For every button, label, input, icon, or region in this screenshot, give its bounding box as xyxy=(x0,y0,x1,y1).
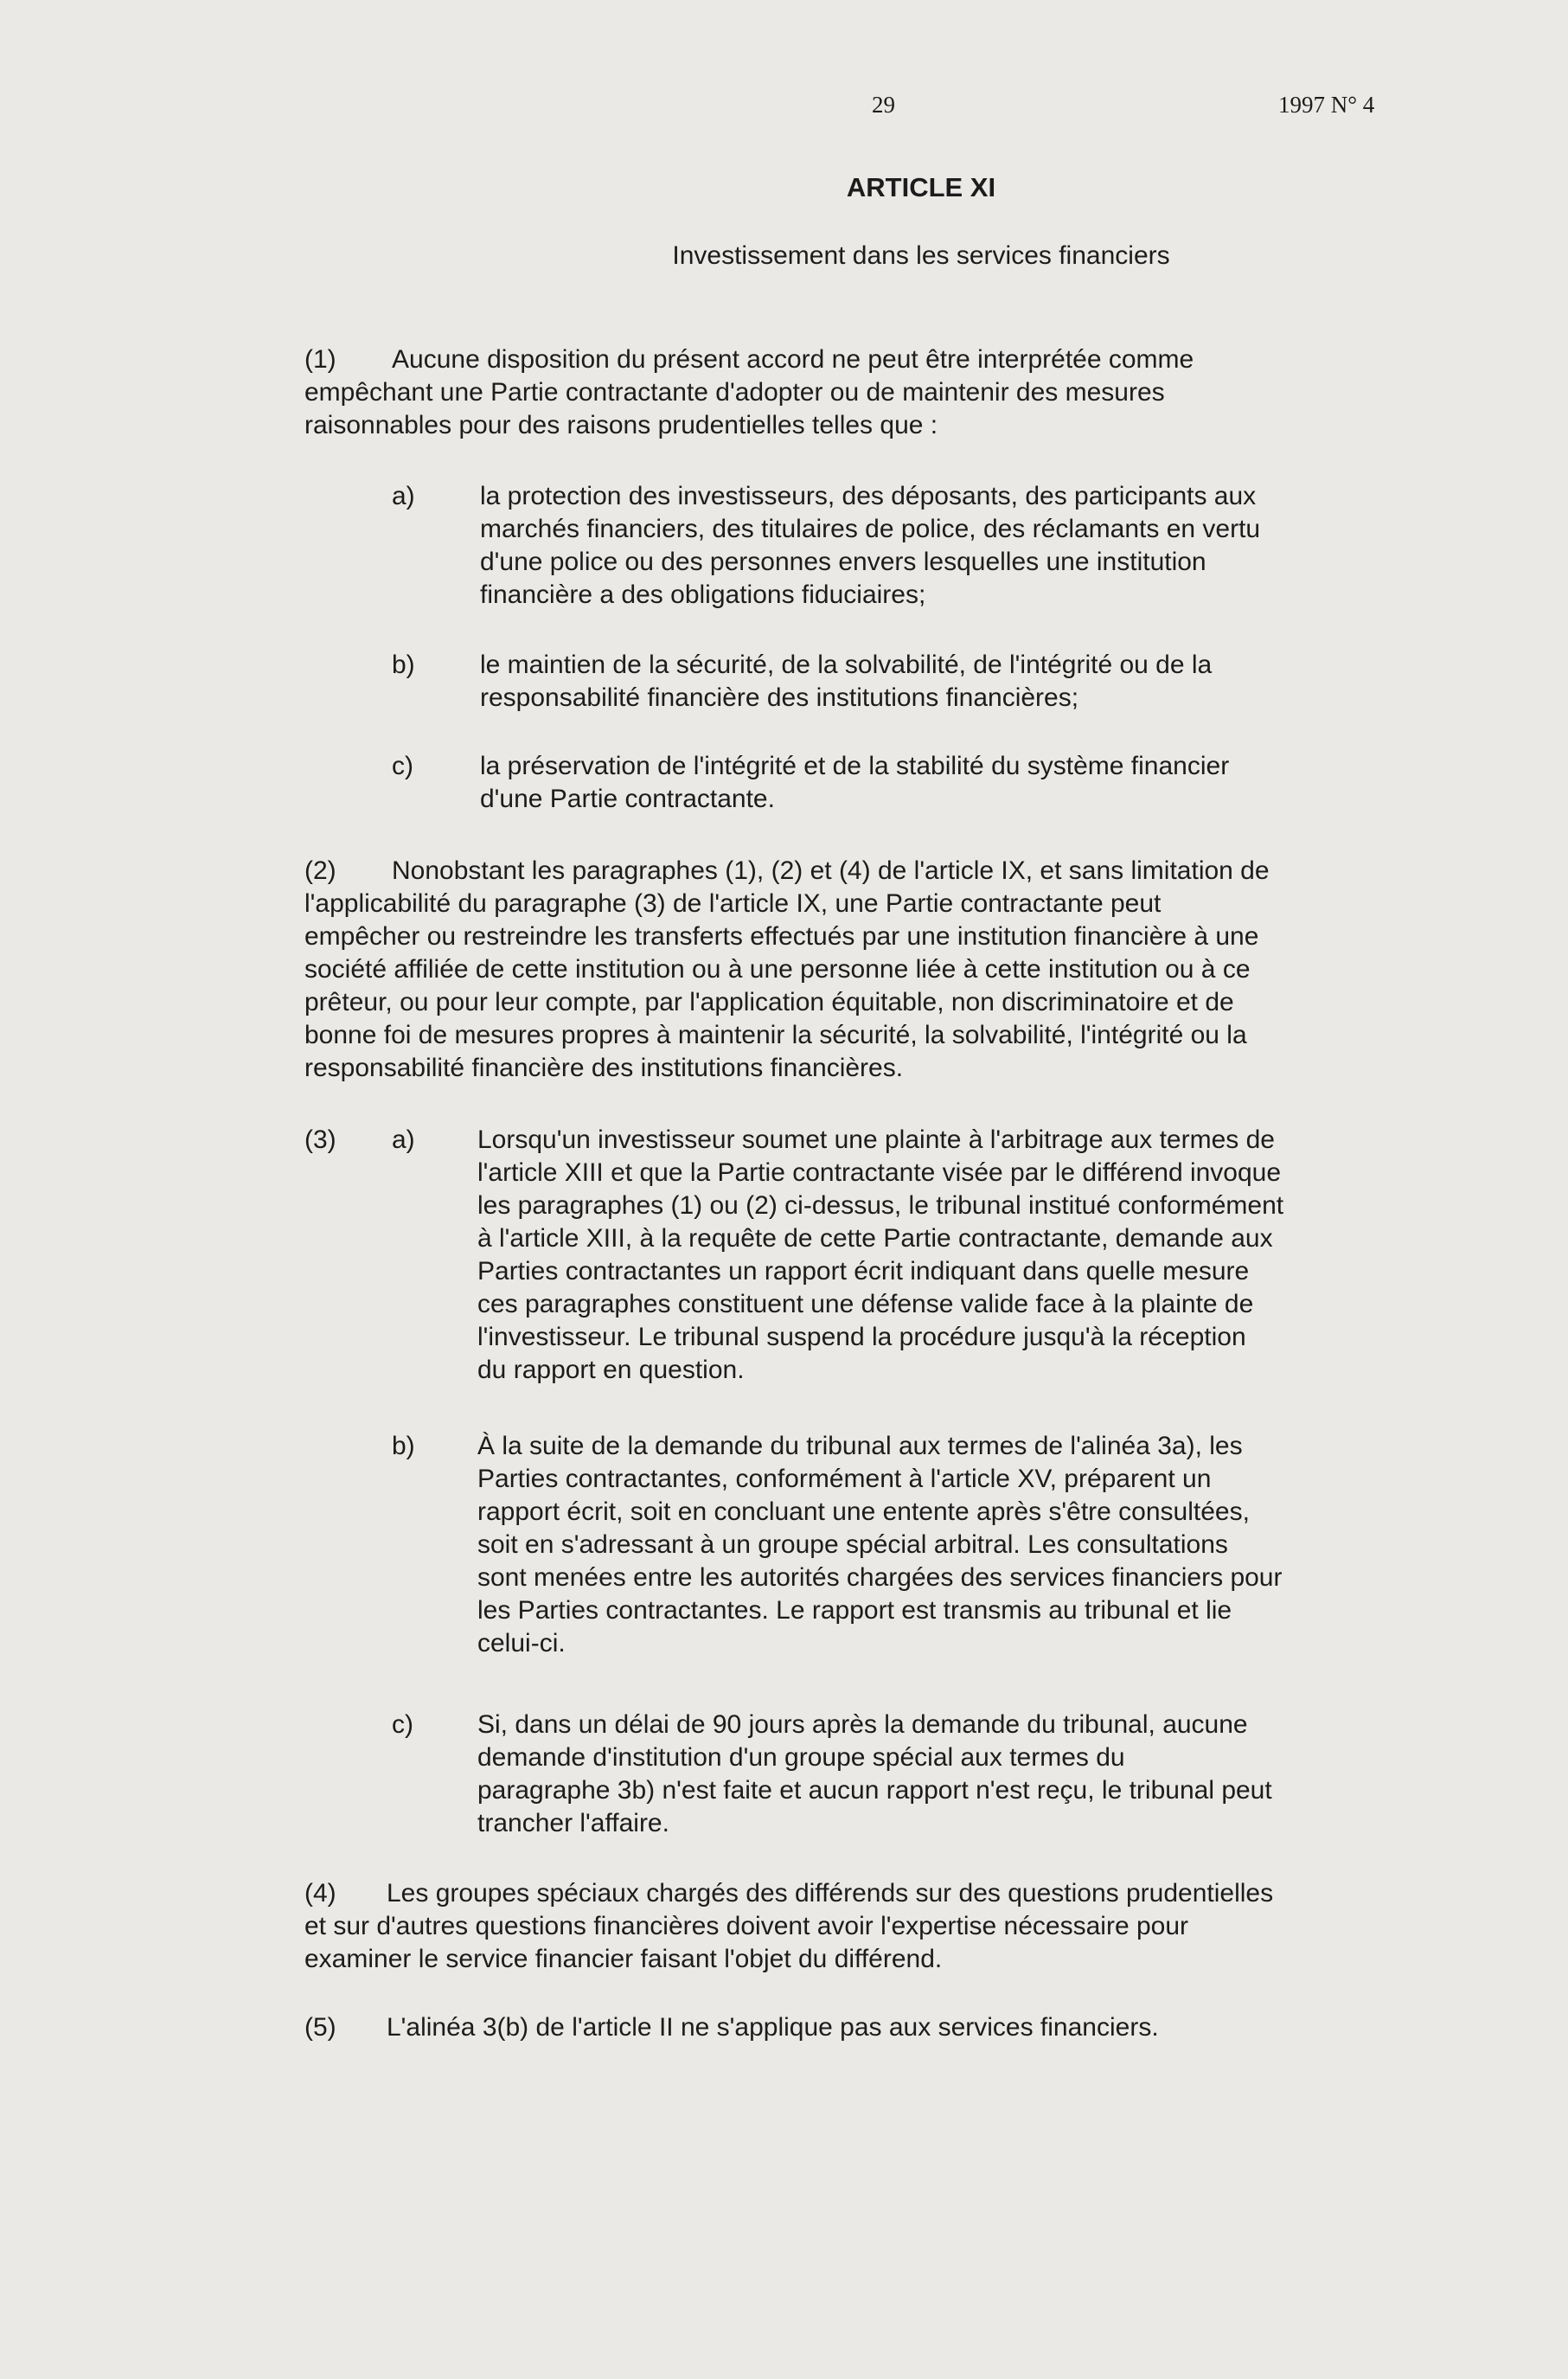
item-line: d'une police ou des personnes envers lesquelles une institution xyxy=(480,548,1206,576)
item-line: celui-ci. xyxy=(477,1629,566,1658)
item-line: le maintien de la sécurité, de la solvabilité, de l'intégrité ou de la xyxy=(480,651,1213,679)
item-line: l'article XIII et que la Partie contractante visée par le différend invoque xyxy=(477,1158,1282,1187)
item-line: Si, dans un délai de 90 jours après la demande du tribunal, aucune xyxy=(477,1710,1248,1739)
item-line: Parties contractantes, conformément à l'article XV, préparent un xyxy=(477,1465,1212,1493)
item-line: soit en s'adressant à un groupe spécial arbitral. Les consultations xyxy=(477,1530,1228,1559)
item-line: d'une Partie contractante. xyxy=(480,785,775,813)
paragraph-1-item-b-label: b) xyxy=(392,651,415,679)
item-line: la préservation de l'intégrité et de la stabilité du système financier xyxy=(480,752,1230,780)
item-line: ces paragraphes constituent une défense valide face à la plainte de xyxy=(477,1290,1254,1318)
paragraph-1-item-a-label: a) xyxy=(392,482,415,510)
paragraph-5-line: L'alinéa 3(b) de l'article II ne s'applique pas aux services financiers. xyxy=(387,2013,1159,2042)
paragraph-3-item-b-text xyxy=(477,1430,1463,1660)
item-line: du rapport en question. xyxy=(477,1356,745,1384)
paragraph-2-text xyxy=(304,855,1468,1085)
paragraph-4-number: (4) xyxy=(304,1879,336,1908)
item-line: Lorsqu'un investisseur soumet une plainte à l'arbitrage aux termes de xyxy=(477,1125,1275,1154)
paragraph-2-line: bonne foi de mesures propres à maintenir la sécurité, la solvabilité, l'intégrité ou la xyxy=(304,1021,1247,1049)
paragraph-5-number: (5) xyxy=(304,2013,336,2042)
item-line: responsabilité financière des institutions financières; xyxy=(480,683,1079,712)
paragraph-1-number: (1) xyxy=(304,345,336,374)
paragraph-2-line: société affiliée de cette institution ou à une personne liée à cette institution ou à ce xyxy=(304,955,1251,984)
paragraph-3-number: (3) xyxy=(304,1125,336,1154)
paragraph-5-text xyxy=(304,2011,1468,2044)
item-line: les Parties contractantes. Le rapport est transmis au tribunal et lie xyxy=(477,1596,1232,1625)
paragraph-1-item-c-text xyxy=(480,750,1457,816)
item-line: Parties contractantes un rapport écrit indiquant dans quelle mesure xyxy=(477,1257,1250,1286)
paragraph-4-line: Les groupes spéciaux chargés des différends sur des questions prudentielles xyxy=(387,1879,1274,1908)
paragraph-2-line: prêteur, ou pour leur compte, par l'application équitable, non discriminatoire et de xyxy=(304,988,1234,1016)
item-line: l'investisseur. Le tribunal suspend la procédure jusqu'à la réception xyxy=(477,1323,1246,1351)
item-line: rapport écrit, soit en concluant une entente après s'être consultées, xyxy=(477,1497,1250,1526)
item-line: la protection des investisseurs, des déposants, des participants aux xyxy=(480,482,1257,510)
item-line: À la suite de la demande du tribunal aux termes de l'alinéa 3a), les xyxy=(477,1432,1243,1460)
paragraph-3-item-a-text xyxy=(477,1124,1463,1387)
paragraph-2-line: Nonobstant les paragraphes (1), (2) et (4) de l'article IX, et sans limitation de xyxy=(392,856,1270,885)
paragraph-1-item-b-text xyxy=(480,649,1457,715)
item-line: trancher l'affaire. xyxy=(477,1809,669,1837)
paragraph-3-item-a-label: a) xyxy=(392,1125,415,1154)
item-line: marchés financiers, des titulaires de police, des réclamants en vertu xyxy=(480,515,1261,543)
paragraph-1-line: Aucune disposition du présent accord ne peut être interprétée comme xyxy=(392,345,1194,374)
paragraph-3-item-c-text xyxy=(477,1709,1463,1840)
paragraph-3-item-b-label: b) xyxy=(392,1432,415,1460)
item-line: sont menées entre les autorités chargées des services financiers pour xyxy=(477,1563,1283,1592)
paragraph-2-line: empêcher ou restreindre les transferts effectués par une institution financière à une xyxy=(304,922,1259,951)
item-line: à l'article XIII, à la requête de cette Partie contractante, demande aux xyxy=(477,1224,1273,1253)
paragraph-1-item-a-text xyxy=(480,480,1457,612)
issue-number: 1997 N° 4 xyxy=(1278,92,1375,118)
paragraph-2-line: responsabilité financière des institutions financières. xyxy=(304,1054,904,1082)
paragraph-2-line: l'applicabilité du paragraphe (3) de l'article IX, une Partie contractante peut xyxy=(304,889,1162,918)
paragraph-1-item-c-label: c) xyxy=(392,752,413,780)
paragraph-4-line: et sur d'autres questions financières doivent avoir l'expertise nécessaire pour xyxy=(304,1912,1189,1940)
paragraph-1-line: empêchant une Partie contractante d'adopter ou de maintenir des mesures xyxy=(304,378,1165,407)
item-line: paragraphe 3b) n'est faite et aucun rapport n'est reçu, le tribunal peut xyxy=(477,1776,1272,1805)
paragraph-1-line: raisonnables pour des raisons prudentielles telles que : xyxy=(304,411,938,439)
item-line: demande d'institution d'un groupe spécial aux termes du xyxy=(477,1743,1125,1772)
item-line: les paragraphes (1) ou (2) ci-dessus, le tribunal institué conformément xyxy=(477,1191,1284,1220)
article-title: ARTICLE XI xyxy=(846,172,996,202)
article-subtitle: Investissement dans les services financiers xyxy=(672,241,1170,270)
paragraph-4-text xyxy=(304,1877,1468,1976)
paragraph-1-text xyxy=(304,343,1455,442)
page-number: 29 xyxy=(872,92,895,118)
paragraph-3-item-c-label: c) xyxy=(392,1710,413,1739)
item-line: financière a des obligations fiduciaires; xyxy=(480,580,926,609)
paragraph-2-number: (2) xyxy=(304,856,336,885)
paragraph-4-line: examiner le service financier faisant l'objet du différend. xyxy=(304,1945,943,1973)
